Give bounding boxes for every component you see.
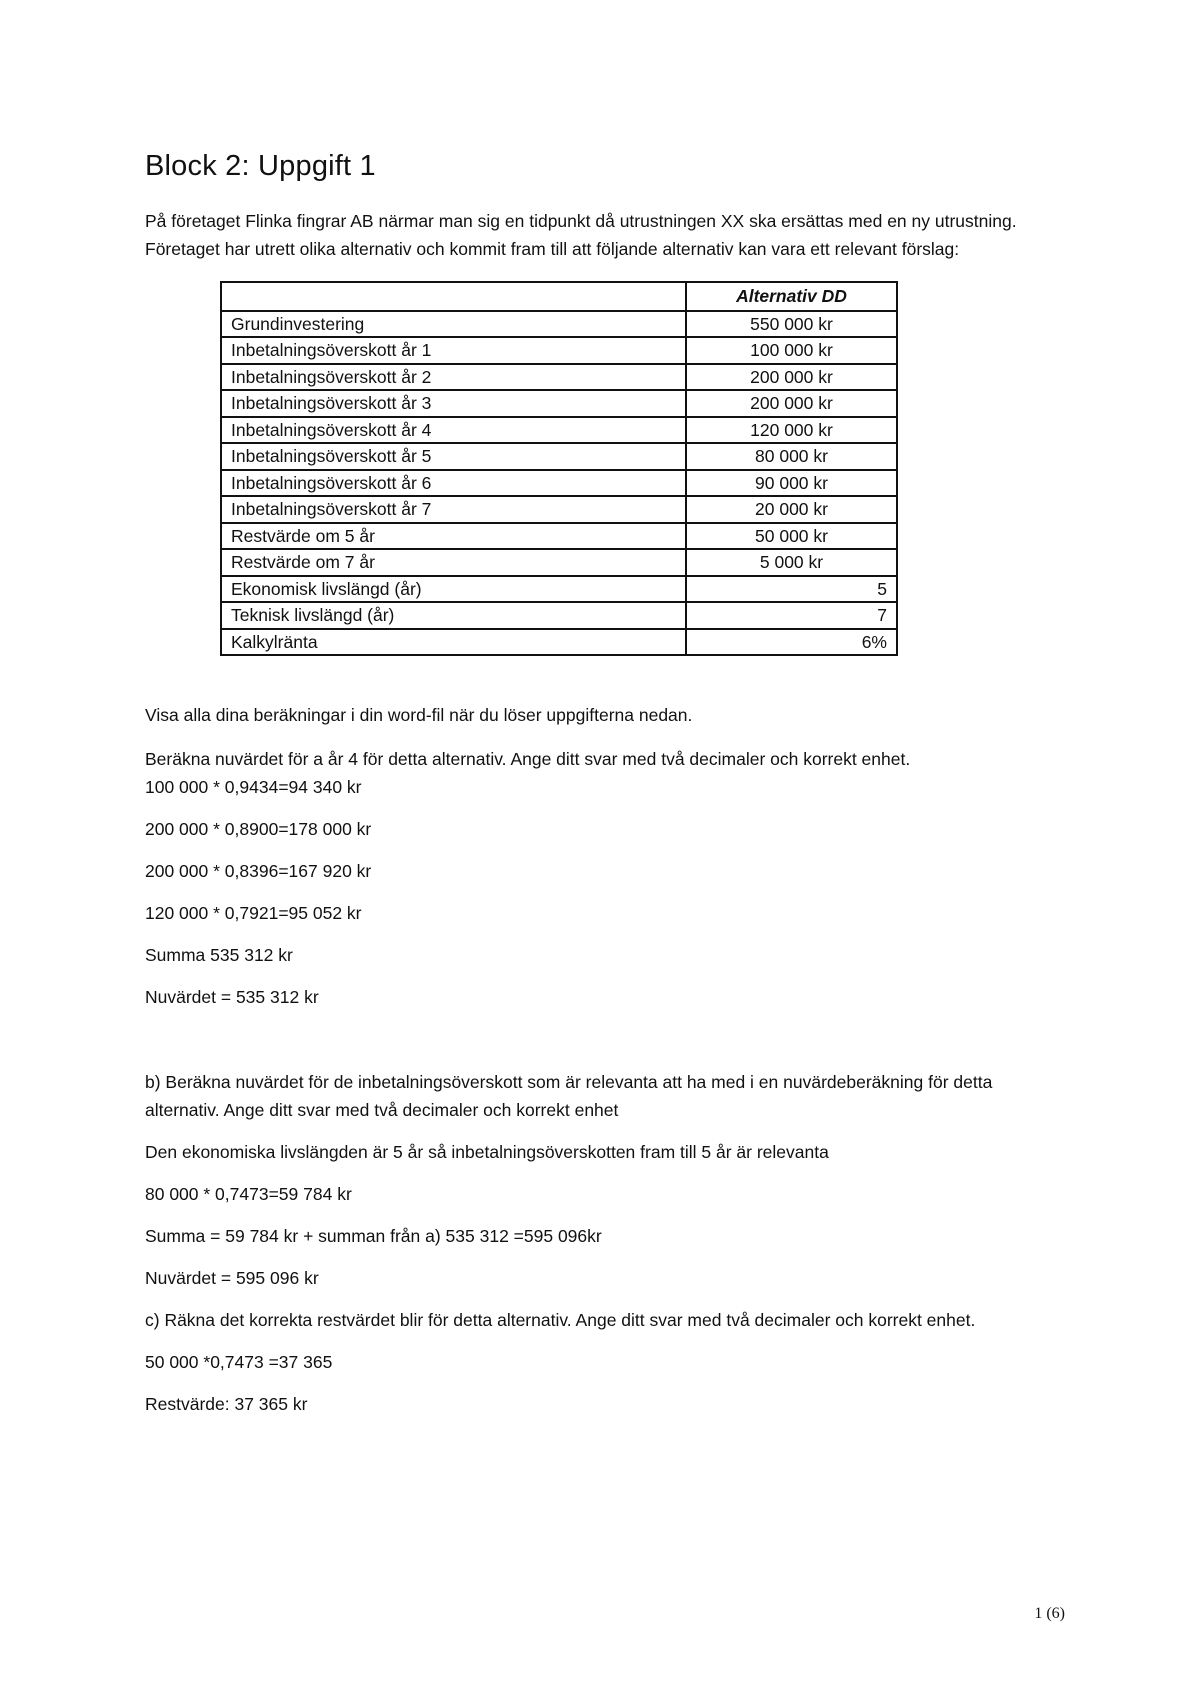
row-value: 550 000 kr: [686, 311, 897, 338]
table-row: [221, 496, 897, 523]
row-value: 5: [686, 576, 897, 603]
table-row: [221, 417, 897, 444]
table-row: [221, 602, 897, 629]
row-label: Inbetalningsöverskott år 7: [221, 496, 686, 523]
part-c-question: c) Räkna det korrekta restvärdet blir för detta alternativ. Ange ditt svar med två decimaler och korrekt enhet.: [145, 1310, 976, 1330]
table-row: [221, 470, 897, 497]
row-value: 90 000 kr: [686, 470, 897, 497]
row-value: 100 000 kr: [686, 337, 897, 364]
page-number: 1 (6): [1034, 1605, 1065, 1622]
table-header-empty: [221, 282, 686, 311]
document-page: [145, 150, 1065, 1418]
intro-paragraph: På företaget Flinka fingrar AB närmar man sig en tidpunkt då utrustningen XX ska ersättas med en ny utrustning. Företaget har utrett olika alternativ och kommit fram till att följande alternativ kan vara ett relevant förslag:: [145, 211, 1017, 259]
row-label: Restvärde om 5 år: [221, 523, 686, 550]
table-row: [221, 311, 897, 338]
row-label: Grundinvestering: [221, 311, 686, 338]
row-label: Inbetalningsöverskott år 6: [221, 470, 686, 497]
row-value: 20 000 kr: [686, 496, 897, 523]
row-label: Inbetalningsöverskott år 5: [221, 443, 686, 470]
row-value: 80 000 kr: [686, 443, 897, 470]
table-row: [221, 576, 897, 603]
row-label: Restvärde om 7 år: [221, 549, 686, 576]
table-row: [221, 390, 897, 417]
row-label: Ekonomisk livslängd (år): [221, 576, 686, 603]
part-b-calc: 80 000 * 0,7473=59 784 kr: [145, 1184, 352, 1204]
part-a-calc-line: 200 000 * 0,8396=167 920 kr: [145, 861, 372, 881]
part-a-sum: Summa 535 312 kr: [145, 945, 293, 965]
instructions-text: Visa alla dina beräkningar i din word-fil när du löser uppgifterna nedan.: [145, 705, 693, 725]
row-label: Teknisk livslängd (år): [221, 602, 686, 629]
row-value: 6%: [686, 629, 897, 656]
table-row: [221, 629, 897, 656]
part-b-reason: Den ekonomiska livslängden är 5 år så inbetalningsöverskotten fram till 5 år är relevanta: [145, 1142, 829, 1162]
row-value: 200 000 kr: [686, 390, 897, 417]
row-label: Inbetalningsöverskott år 1: [221, 337, 686, 364]
page-title: Block 2: Uppgift 1: [145, 150, 376, 182]
table-header-alternative: Alternativ DD: [686, 282, 897, 311]
table-row: [221, 337, 897, 364]
part-a-calc-line: 200 000 * 0,8900=178 000 kr: [145, 819, 372, 839]
row-label: Kalkylränta: [221, 629, 686, 656]
investment-table: [220, 281, 898, 656]
table-row: [221, 549, 897, 576]
row-value: 120 000 kr: [686, 417, 897, 444]
part-c-result: Restvärde: 37 365 kr: [145, 1394, 308, 1414]
row-label: Inbetalningsöverskott år 3: [221, 390, 686, 417]
part-b-question: b) Beräkna nuvärdet för de inbetalningsöverskott som är relevanta att ha med i en nuvärdeberäkning för detta alternativ. Ange ditt svar med två decimaler och korrekt enhet: [145, 1072, 993, 1120]
row-value: 200 000 kr: [686, 364, 897, 391]
part-a-question: Beräkna nuvärdet för a år 4 för detta alternativ. Ange ditt svar med två decimaler och korrekt enhet.: [145, 749, 911, 769]
part-a-npv: Nuvärdet = 535 312 kr: [145, 987, 319, 1007]
row-label: Inbetalningsöverskott år 4: [221, 417, 686, 444]
part-a-calc-line: 120 000 * 0,7921=95 052 kr: [145, 903, 362, 923]
part-c-calc: 50 000 *0,7473 =37 365: [145, 1352, 333, 1372]
table-row: [221, 364, 897, 391]
row-label: Inbetalningsöverskott år 2: [221, 364, 686, 391]
table-row: [221, 443, 897, 470]
row-value: 50 000 kr: [686, 523, 897, 550]
row-value: 7: [686, 602, 897, 629]
part-b-npv: Nuvärdet = 595 096 kr: [145, 1268, 319, 1288]
table-row: [221, 523, 897, 550]
row-value: 5 000 kr: [686, 549, 897, 576]
part-a-calc-line: 100 000 * 0,9434=94 340 kr: [145, 777, 362, 797]
table-header-row: [221, 282, 897, 311]
part-b-sum: Summa = 59 784 kr + summan från a) 535 312 =595 096kr: [145, 1226, 602, 1246]
